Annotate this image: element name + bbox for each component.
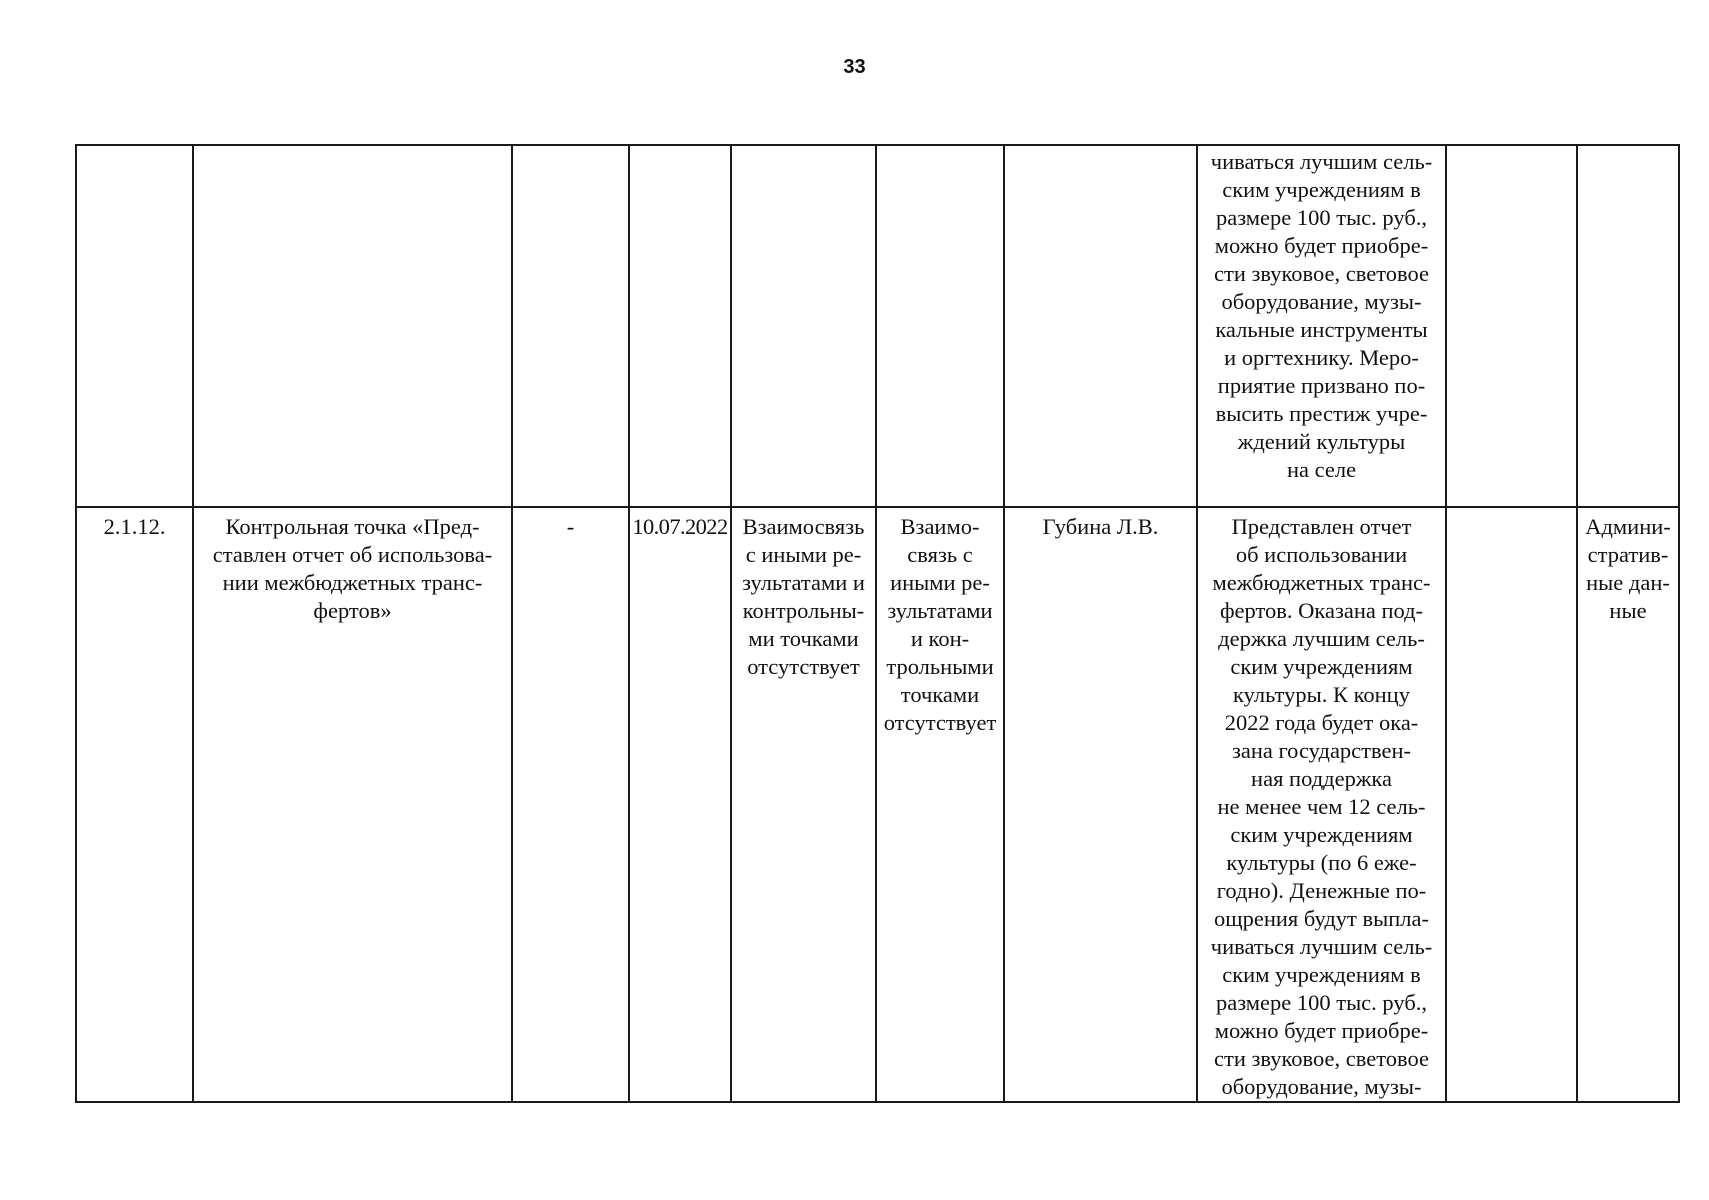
text-line: размере 100 тыс. руб., <box>1215 990 1428 1015</box>
cell-successor <box>876 507 1004 1102</box>
text-line: ные дан- <box>1586 570 1670 595</box>
cell-empty <box>1446 507 1577 1102</box>
text-line: трольными <box>886 654 994 679</box>
cell-predecessor <box>731 507 876 1102</box>
cell-successor <box>876 145 1004 507</box>
text-line: ные <box>1609 598 1647 623</box>
text-line: Взаимо- <box>900 514 980 539</box>
text-line: высить престиж учре- <box>1215 401 1428 426</box>
text-line: Взаимосвязь <box>742 514 865 539</box>
text-line: культуры. К концу <box>1233 682 1410 707</box>
text-line: отсутствует <box>747 654 860 679</box>
text-line: не менее чем 12 сель- <box>1217 794 1426 819</box>
text-line: нии межбюджетных транс- <box>222 570 483 595</box>
text-line: кальные инструменты <box>1215 317 1428 342</box>
cell-name <box>193 145 512 507</box>
text-line: межбюджетных транс- <box>1212 570 1431 595</box>
text-line: об использовании <box>1235 542 1408 567</box>
cell-start-date: - <box>512 507 629 1102</box>
text-line: ским учреждениям в <box>1222 177 1421 202</box>
text-line: держка лучшим сель- <box>1218 626 1425 651</box>
text-line: связь с <box>907 542 973 567</box>
text-line: Контрольная точка «Пред- <box>225 514 480 539</box>
text-line: ощрения будут выпла- <box>1214 906 1429 931</box>
cell-name <box>193 507 512 1102</box>
text-line: фертов. Оказана под- <box>1219 598 1424 623</box>
table-row <box>76 507 1679 1102</box>
cell-information-system <box>1577 145 1679 507</box>
text-line: ским учреждениям <box>1230 654 1413 679</box>
text-line: фертов» <box>313 598 392 623</box>
cell-end-date: 10.07.2022 <box>629 507 731 1102</box>
text-line: ским учреждениям <box>1230 822 1413 847</box>
cell-end-date <box>629 145 731 507</box>
text-line: культуры (по 6 еже- <box>1226 850 1417 875</box>
text-line: можно будет приобре- <box>1214 1018 1429 1043</box>
text-line: сти звуковое, световое <box>1214 1046 1429 1071</box>
text-line: зана государствен- <box>1231 738 1412 763</box>
text-line: оборудование, музы- <box>1221 1074 1422 1099</box>
cell-start-date <box>512 145 629 507</box>
text-line: иными ре- <box>890 570 990 595</box>
text-line: и оргтехнику. Меро- <box>1224 345 1419 370</box>
page-number: 33 <box>843 56 866 78</box>
cell-result <box>1197 507 1446 1102</box>
control-points-table <box>75 144 1680 1103</box>
cell-number <box>76 145 193 507</box>
text-line: и кон- <box>910 626 970 651</box>
text-line: стратив- <box>1587 542 1669 567</box>
text-line: годно). Денежные по- <box>1216 878 1427 903</box>
text-line: ная поддержка <box>1251 766 1392 791</box>
text-line: на селе <box>1286 457 1357 482</box>
text-line: ждений культуры <box>1237 429 1406 454</box>
cell-responsible: Губина Л.В. <box>1004 507 1197 1102</box>
table-row <box>76 145 1679 507</box>
cell-information-system <box>1577 507 1679 1102</box>
cell-number: 2.1.12. <box>76 507 193 1102</box>
text-line: оборудование, музы- <box>1221 289 1422 314</box>
text-line: размере 100 тыс. руб., <box>1215 205 1428 230</box>
text-line: с иными ре- <box>745 542 862 567</box>
cell-result <box>1197 145 1446 507</box>
cell-responsible <box>1004 145 1197 507</box>
text-line: отсутствует <box>883 710 997 735</box>
text-line: Представлен отчет <box>1231 514 1412 539</box>
text-line: ми точками <box>748 626 859 651</box>
text-line: зультатами и <box>742 570 865 595</box>
text-line: зультатами <box>887 598 993 623</box>
text-line: ским учреждениям в <box>1222 962 1421 987</box>
text-line: чиваться лучшим сель- <box>1210 934 1433 959</box>
text-line: точками <box>900 682 980 707</box>
text-line: Админи- <box>1585 514 1671 539</box>
text-line: 2022 года будет ока- <box>1224 710 1419 735</box>
text-line: приятие призвано по- <box>1217 373 1426 398</box>
text-line: сти звуковое, световое <box>1214 261 1429 286</box>
cell-empty <box>1446 145 1577 507</box>
text-line: можно будет приобре- <box>1214 233 1429 258</box>
text-line: контрольны- <box>742 598 865 623</box>
text-line: ставлен отчет об использова- <box>212 542 493 567</box>
text-line: чиваться лучшим сель- <box>1210 149 1433 174</box>
cell-predecessor <box>731 145 876 507</box>
